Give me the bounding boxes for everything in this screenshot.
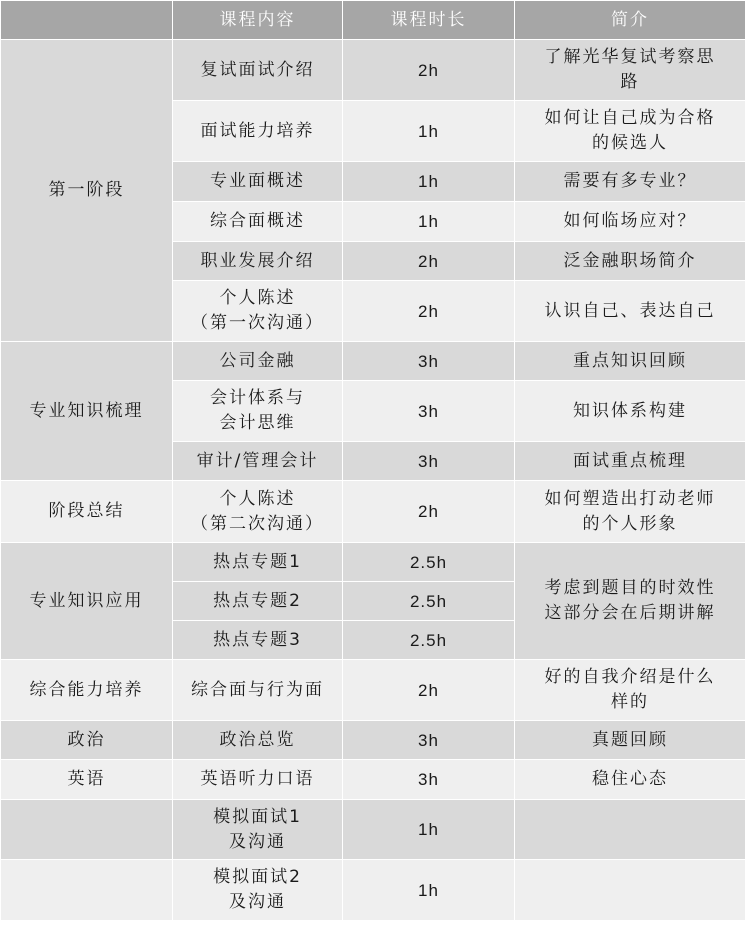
course-cell: 英语听力口语 bbox=[173, 760, 343, 800]
intro-cell: 知识体系构建 bbox=[515, 381, 745, 442]
course-cell: 会计体系与 会计思维 bbox=[173, 381, 343, 442]
course-cell: 个人陈述 （第二次沟通） bbox=[173, 481, 343, 543]
intro-cell: 认识自己、表达自己 bbox=[515, 281, 745, 342]
intro-cell: 面试重点梳理 bbox=[515, 442, 745, 481]
stage-cell: 第一阶段 bbox=[1, 40, 173, 342]
duration-cell: 2.5h bbox=[343, 543, 515, 582]
stage-cell bbox=[1, 800, 173, 860]
stage-cell: 政治 bbox=[1, 721, 173, 760]
course-cell: 模拟面试2 及沟通 bbox=[173, 860, 343, 921]
header-course: 课程内容 bbox=[173, 1, 343, 40]
course-cell: 综合面与行为面 bbox=[173, 660, 343, 721]
header-stage bbox=[1, 1, 173, 40]
duration-cell: 3h bbox=[343, 721, 515, 760]
table-row bbox=[1, 760, 745, 800]
duration-cell: 1h bbox=[343, 202, 515, 242]
stage-cell: 英语 bbox=[1, 760, 173, 800]
duration-cell: 1h bbox=[343, 800, 515, 860]
table-row bbox=[1, 543, 745, 582]
header-duration: 课程时长 bbox=[343, 1, 515, 40]
duration-cell: 1h bbox=[343, 162, 515, 202]
course-cell: 复试面试介绍 bbox=[173, 40, 343, 101]
intro-cell: 如何让自己成为合格 的候选人 bbox=[515, 101, 745, 162]
course-cell: 热点专题1 bbox=[173, 543, 343, 582]
course-cell: 面试能力培养 bbox=[173, 101, 343, 162]
course-cell: 职业发展介绍 bbox=[173, 242, 343, 281]
table-row bbox=[1, 40, 745, 101]
table-row bbox=[1, 481, 745, 543]
duration-cell: 3h bbox=[343, 760, 515, 800]
duration-cell: 3h bbox=[343, 342, 515, 381]
table-row bbox=[1, 342, 745, 381]
intro-cell: 如何临场应对？ bbox=[515, 202, 745, 242]
duration-cell: 1h bbox=[343, 101, 515, 162]
course-cell: 个人陈述 （第一次沟通） bbox=[173, 281, 343, 342]
course-cell: 热点专题2 bbox=[173, 582, 343, 621]
stage-cell: 专业知识梳理 bbox=[1, 342, 173, 481]
course-cell: 热点专题3 bbox=[173, 621, 343, 660]
intro-cell: 好的自我介绍是什么 样的 bbox=[515, 660, 745, 721]
intro-cell: 如何塑造出打动老师 的个人形象 bbox=[515, 481, 745, 543]
intro-cell bbox=[515, 860, 745, 921]
table-row bbox=[1, 860, 745, 921]
intro-cell: 稳住心态 bbox=[515, 760, 745, 800]
duration-cell: 2.5h bbox=[343, 621, 515, 660]
table-row bbox=[1, 800, 745, 860]
intro-cell: 泛金融职场简介 bbox=[515, 242, 745, 281]
course-cell: 综合面概述 bbox=[173, 202, 343, 242]
intro-cell: 重点知识回顾 bbox=[515, 342, 745, 381]
duration-cell: 2h bbox=[343, 40, 515, 101]
course-cell: 专业面概述 bbox=[173, 162, 343, 202]
course-cell: 审计/管理会计 bbox=[173, 442, 343, 481]
intro-cell bbox=[515, 800, 745, 860]
stage-cell: 专业知识应用 bbox=[1, 543, 173, 660]
stage-cell: 阶段总结 bbox=[1, 481, 173, 543]
table-row bbox=[1, 721, 745, 760]
duration-cell: 3h bbox=[343, 381, 515, 442]
intro-cell: 真题回顾 bbox=[515, 721, 745, 760]
course-cell: 模拟面试1 及沟通 bbox=[173, 800, 343, 860]
duration-cell: 3h bbox=[343, 442, 515, 481]
duration-cell: 2h bbox=[343, 660, 515, 721]
intro-cell: 了解光华复试考察思 路 bbox=[515, 40, 745, 101]
intro-cell: 考虑到题目的时效性 这部分会在后期讲解 bbox=[515, 543, 745, 660]
header-intro: 简介 bbox=[515, 1, 745, 40]
course-cell: 政治总览 bbox=[173, 721, 343, 760]
table-header-row bbox=[1, 1, 745, 40]
stage-cell bbox=[1, 860, 173, 921]
stage-cell: 综合能力培养 bbox=[1, 660, 173, 721]
duration-cell: 2h bbox=[343, 281, 515, 342]
intro-cell: 需要有多专业？ bbox=[515, 162, 745, 202]
table-row bbox=[1, 660, 745, 721]
course-cell: 公司金融 bbox=[173, 342, 343, 381]
duration-cell: 2h bbox=[343, 242, 515, 281]
duration-cell: 2.5h bbox=[343, 582, 515, 621]
duration-cell: 1h bbox=[343, 860, 515, 921]
duration-cell: 2h bbox=[343, 481, 515, 543]
